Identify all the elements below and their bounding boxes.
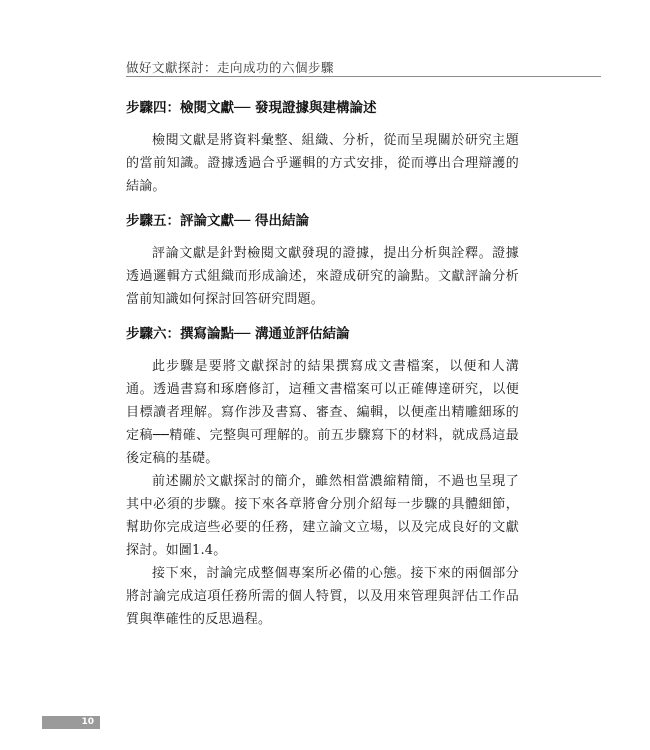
page-number-tab: [42, 716, 100, 729]
section-heading-step-6: 步驟六：撰寫論點── 溝通並評估結論: [126, 326, 350, 342]
paragraph: 評論文獻是針對檢閱文獻發現的證據，提出分析與詮釋。證據透過邏輯方式組織而形成論述，來證成研究的論點。文獻評論分析當前知識如何探討回答研究問題。: [126, 246, 519, 307]
paragraph: 前述關於文獻探討的簡介，雖然相當濃縮精簡，不過也呈現了其中必須的步驟。接下來各章將會分別介紹每一步驟的具體細節，幫助你完成這些必要的任務，建立論文立場，以及完成良好的文獻探討。如圖1.4。: [126, 474, 519, 558]
section-heading-step-4: 步驟四：檢閱文獻── 發現證據與建構論述: [126, 100, 377, 116]
paragraph: 檢閱文獻是將資料彙整、組織、分析，從而呈現關於研究主題的當前知識。證據透過合乎邏輯的方式安排，從而導出合理辯護的結論。: [126, 133, 519, 194]
page-body: [126, 97, 519, 631]
section-heading-step-5: 步驟五：評論文獻── 得出結論: [126, 213, 309, 229]
header-rule: [126, 76, 601, 77]
paragraph: 接下來，討論完成整個專案所必備的心態。接下來的兩個部分將討論完成這項任務所需的個人特質，以及用來管理與評估工作品質與準確性的反思過程。: [126, 566, 519, 627]
running-header: 做好文獻探討：走向成功的六個步驟: [126, 60, 335, 75]
paragraph: 此步驟是要將文獻探討的結果撰寫成文書檔案，以便和人溝通。透過書寫和琢磨修訂，這種文書檔案可以正確傳達研究，以便目標讀者理解。寫作涉及書寫、審查、編輯，以便產出精雕細琢的定稿──精確、完整與可理解的。前五步驟寫下的材料，就成爲這最後定稿的基礎。: [126, 359, 519, 466]
page-number: 10: [81, 717, 94, 727]
